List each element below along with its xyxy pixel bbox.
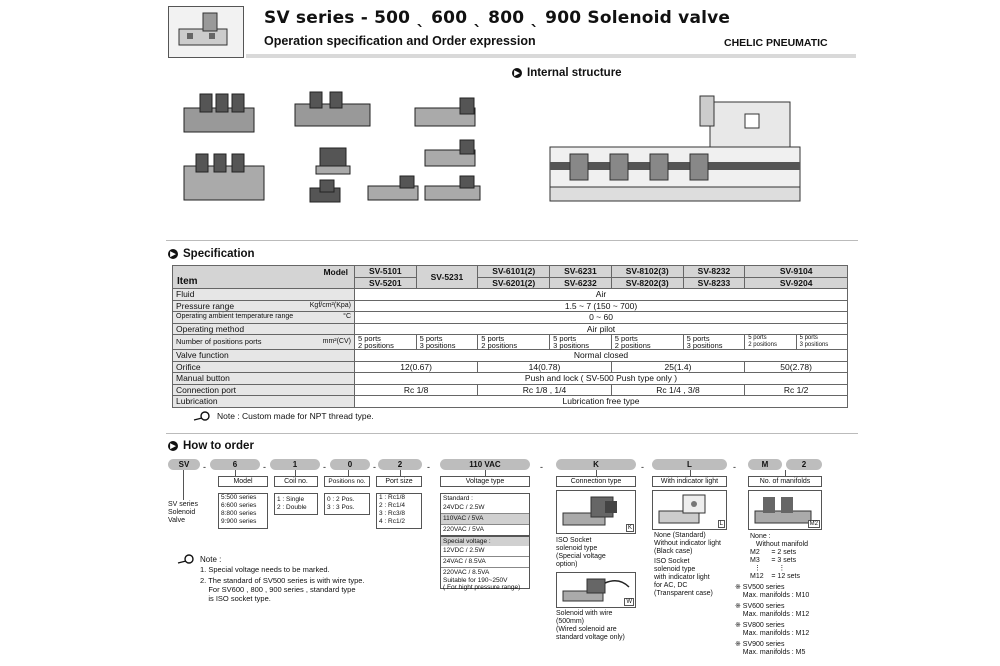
code-indicator: L <box>652 459 727 470</box>
code-manifold: M <box>748 459 782 470</box>
voltage-options: Standard : 24VDC / 2.5W 110VAC / 5VA 220VAC / 5VA Special voltage : 12VDC / 2.5W 24VAC / 8.5VA 220VAC / 8.5VA Suitable for 190~250V ( For hight pressure range) <box>440 493 530 589</box>
iso-socket-image: K <box>556 490 636 534</box>
item-model-header: Model Item <box>173 266 355 289</box>
row-label-temperature: Operating ambient temperature range °C <box>173 312 355 324</box>
code-positions: 0 <box>330 459 370 470</box>
positions-options: 0 : 2 Pos. 3 : 3 Pos. <box>324 493 370 515</box>
page-title: SV series - 500 ˎ 600 ˎ 800 ˎ 900 Solenoid valve <box>264 8 731 28</box>
value-connection: Rc 1/8 , 1/4 <box>478 384 612 396</box>
spec-note: Note : Custom made for NPT thread type. <box>192 411 374 421</box>
bullet-arrow-icon: ▶ <box>168 249 178 259</box>
order-notes-title: Note : <box>176 554 221 564</box>
code-manifold-count: 2 <box>786 459 822 470</box>
manifold-image: M2 <box>748 490 822 530</box>
code-coil: 1 <box>270 459 320 470</box>
value-connection: Rc 1/4 , 3/8 <box>611 384 745 396</box>
section-divider <box>166 240 858 241</box>
header-connection: Connection type <box>556 476 636 487</box>
value-function: Normal closed <box>355 350 848 362</box>
value-pressure: 1.5 ~ 7 (150 ~ 700) <box>355 300 848 312</box>
page-subtitle: Operation specification and Order expression <box>264 34 536 48</box>
row-label-orifice: Orifice <box>173 361 355 373</box>
value-positions: 5 ports 3 positions <box>683 335 745 350</box>
code-voltage: 110 VAC <box>440 459 530 470</box>
code-model: 6 <box>210 459 260 470</box>
value-temperature: 0 ~ 60 <box>355 312 848 324</box>
model-options: 5:500 series 6:600 series 8:800 series 9:900 series <box>218 493 268 529</box>
value-positions: 5 ports 2 positions <box>611 335 683 350</box>
specification-heading <box>168 248 255 260</box>
model-cell: SV-9204 <box>745 277 848 289</box>
value-fluid: Air <box>355 289 848 301</box>
row-label-positions: Number of positions ports mm²(CV) <box>173 335 355 350</box>
header-voltage: Voltage type <box>440 476 530 487</box>
model-cell: SV-5201 <box>355 277 417 289</box>
indicator-light-text: ISO Socket solenoid type with indicator light for AC, DC (Transparent case) <box>654 558 713 597</box>
manifold-sets-text: None : Without manifold M2 = 2 sets M3 = 3 sets ⋮ ⋮ M12 = 12 sets <box>750 533 808 580</box>
model-cell: SV-5101 <box>355 266 417 278</box>
model-cell: SV-9104 <box>745 266 848 278</box>
value-lubrication: Lubrication free type <box>355 396 848 408</box>
model-cell: SV-8102(3) <box>611 266 683 278</box>
section-divider <box>166 433 858 434</box>
port-options: 1 : Rc1/8 2 : Rc1/4 3 : Rc3/8 4 : Rc1/2 <box>376 493 422 529</box>
header-product-thumbnail <box>168 6 244 58</box>
manifold-note: ※ SV800 series Max. manifolds : M12 <box>735 622 810 637</box>
header-coil: Coil no. <box>274 476 318 487</box>
code-port: 2 <box>378 459 422 470</box>
value-orifice: 50(2.78) <box>745 361 848 373</box>
order-note: 1. Special voltage needs to be marked. <box>200 565 330 574</box>
code-connection: K <box>556 459 636 470</box>
header-positions: Positions no. <box>324 476 370 487</box>
wired-solenoid-image: W <box>556 572 636 608</box>
value-manual: Push and lock ( SV-500 Push type only ) <box>355 373 848 385</box>
internal-structure-heading <box>512 67 622 79</box>
row-label-manual: Manual button <box>173 373 355 385</box>
iso-socket-text: ISO Socket solenoid type (Special voltage option) <box>556 537 606 568</box>
value-method: Air pilot <box>355 323 848 335</box>
header-model: Model <box>218 476 268 487</box>
internal-structure-diagram <box>540 92 840 212</box>
manifold-note: ※ SV500 series Max. manifolds : M10 <box>735 584 810 599</box>
sv-series-label: SV series Solenoid Valve <box>168 501 198 524</box>
manifold-note: ※ SV600 series Max. manifolds : M12 <box>735 603 810 618</box>
value-connection: Rc 1/8 <box>355 384 478 396</box>
how-to-order-heading <box>168 440 254 452</box>
model-cell: SV-8232 <box>683 266 745 278</box>
how-to-order-label: How to order <box>183 440 254 452</box>
header-indicator: With indicator light <box>652 476 727 487</box>
indicator-none-text: None (Standard) Without indicator light (Black case) <box>654 532 721 555</box>
model-cell: SV-6231 <box>550 266 612 278</box>
row-label-connection: Connection port <box>173 384 355 396</box>
brand-name: CHELIC PNEUMATIC <box>724 37 828 49</box>
product-photos <box>170 88 500 228</box>
model-cell: SV-6232 <box>550 277 612 289</box>
internal-structure-label: Internal structure <box>527 67 622 79</box>
model-cell: SV-6101(2) <box>478 266 550 278</box>
bullet-arrow-icon: ▶ <box>512 68 522 78</box>
indicator-image: L <box>652 490 727 530</box>
order-note: 2. The standard of SV500 series is with wire type. For SV600 , 800 , 900 series , standard type is ISO socket type. <box>200 576 365 603</box>
row-label-function: Valve function <box>173 350 355 362</box>
coil-options: 1 : Single 2 : Double <box>274 493 318 515</box>
model-cell: SV-5231 <box>416 266 478 289</box>
magnifier-icon <box>192 411 212 421</box>
value-positions: 5 ports 3 positions <box>416 335 478 350</box>
value-positions: 5 ports 3 positions <box>796 335 847 350</box>
row-label-method: Operating method <box>173 323 355 335</box>
model-cell: SV-8202(3) <box>611 277 683 289</box>
bullet-arrow-icon: ▶ <box>168 441 178 451</box>
value-positions: 5 ports 2 positions <box>478 335 550 350</box>
row-label-pressure: Pressure range Kgf/cm²(Kpa) <box>173 300 355 312</box>
value-orifice: 14(0.78) <box>478 361 612 373</box>
row-label-fluid: Fluid <box>173 289 355 301</box>
value-connection: Rc 1/2 <box>745 384 848 396</box>
wired-solenoid-text: Solenoid with wire (500mm) (Wired solenoid are standard voltage only) <box>556 610 625 641</box>
code-sv: SV <box>168 459 200 470</box>
value-orifice: 25(1.4) <box>611 361 745 373</box>
value-positions: 5 ports 2 positions <box>745 335 796 350</box>
magnifier-icon <box>176 554 196 564</box>
value-orifice: 12(0.67) <box>355 361 478 373</box>
model-cell: SV-8233 <box>683 277 745 289</box>
row-label-lubrication: Lubrication <box>173 396 355 408</box>
specification-table <box>172 265 848 408</box>
manifold-note: ※ SV900 series Max. manifolds : M5 <box>735 641 806 656</box>
model-cell: SV-6201(2) <box>478 277 550 289</box>
value-positions: 5 ports 2 positions <box>355 335 417 350</box>
value-positions: 5 ports 3 positions <box>550 335 612 350</box>
header-manifolds: No. of manifolds <box>748 476 822 487</box>
specification-label: Specification <box>183 248 255 260</box>
header-port: Port size <box>376 476 422 487</box>
